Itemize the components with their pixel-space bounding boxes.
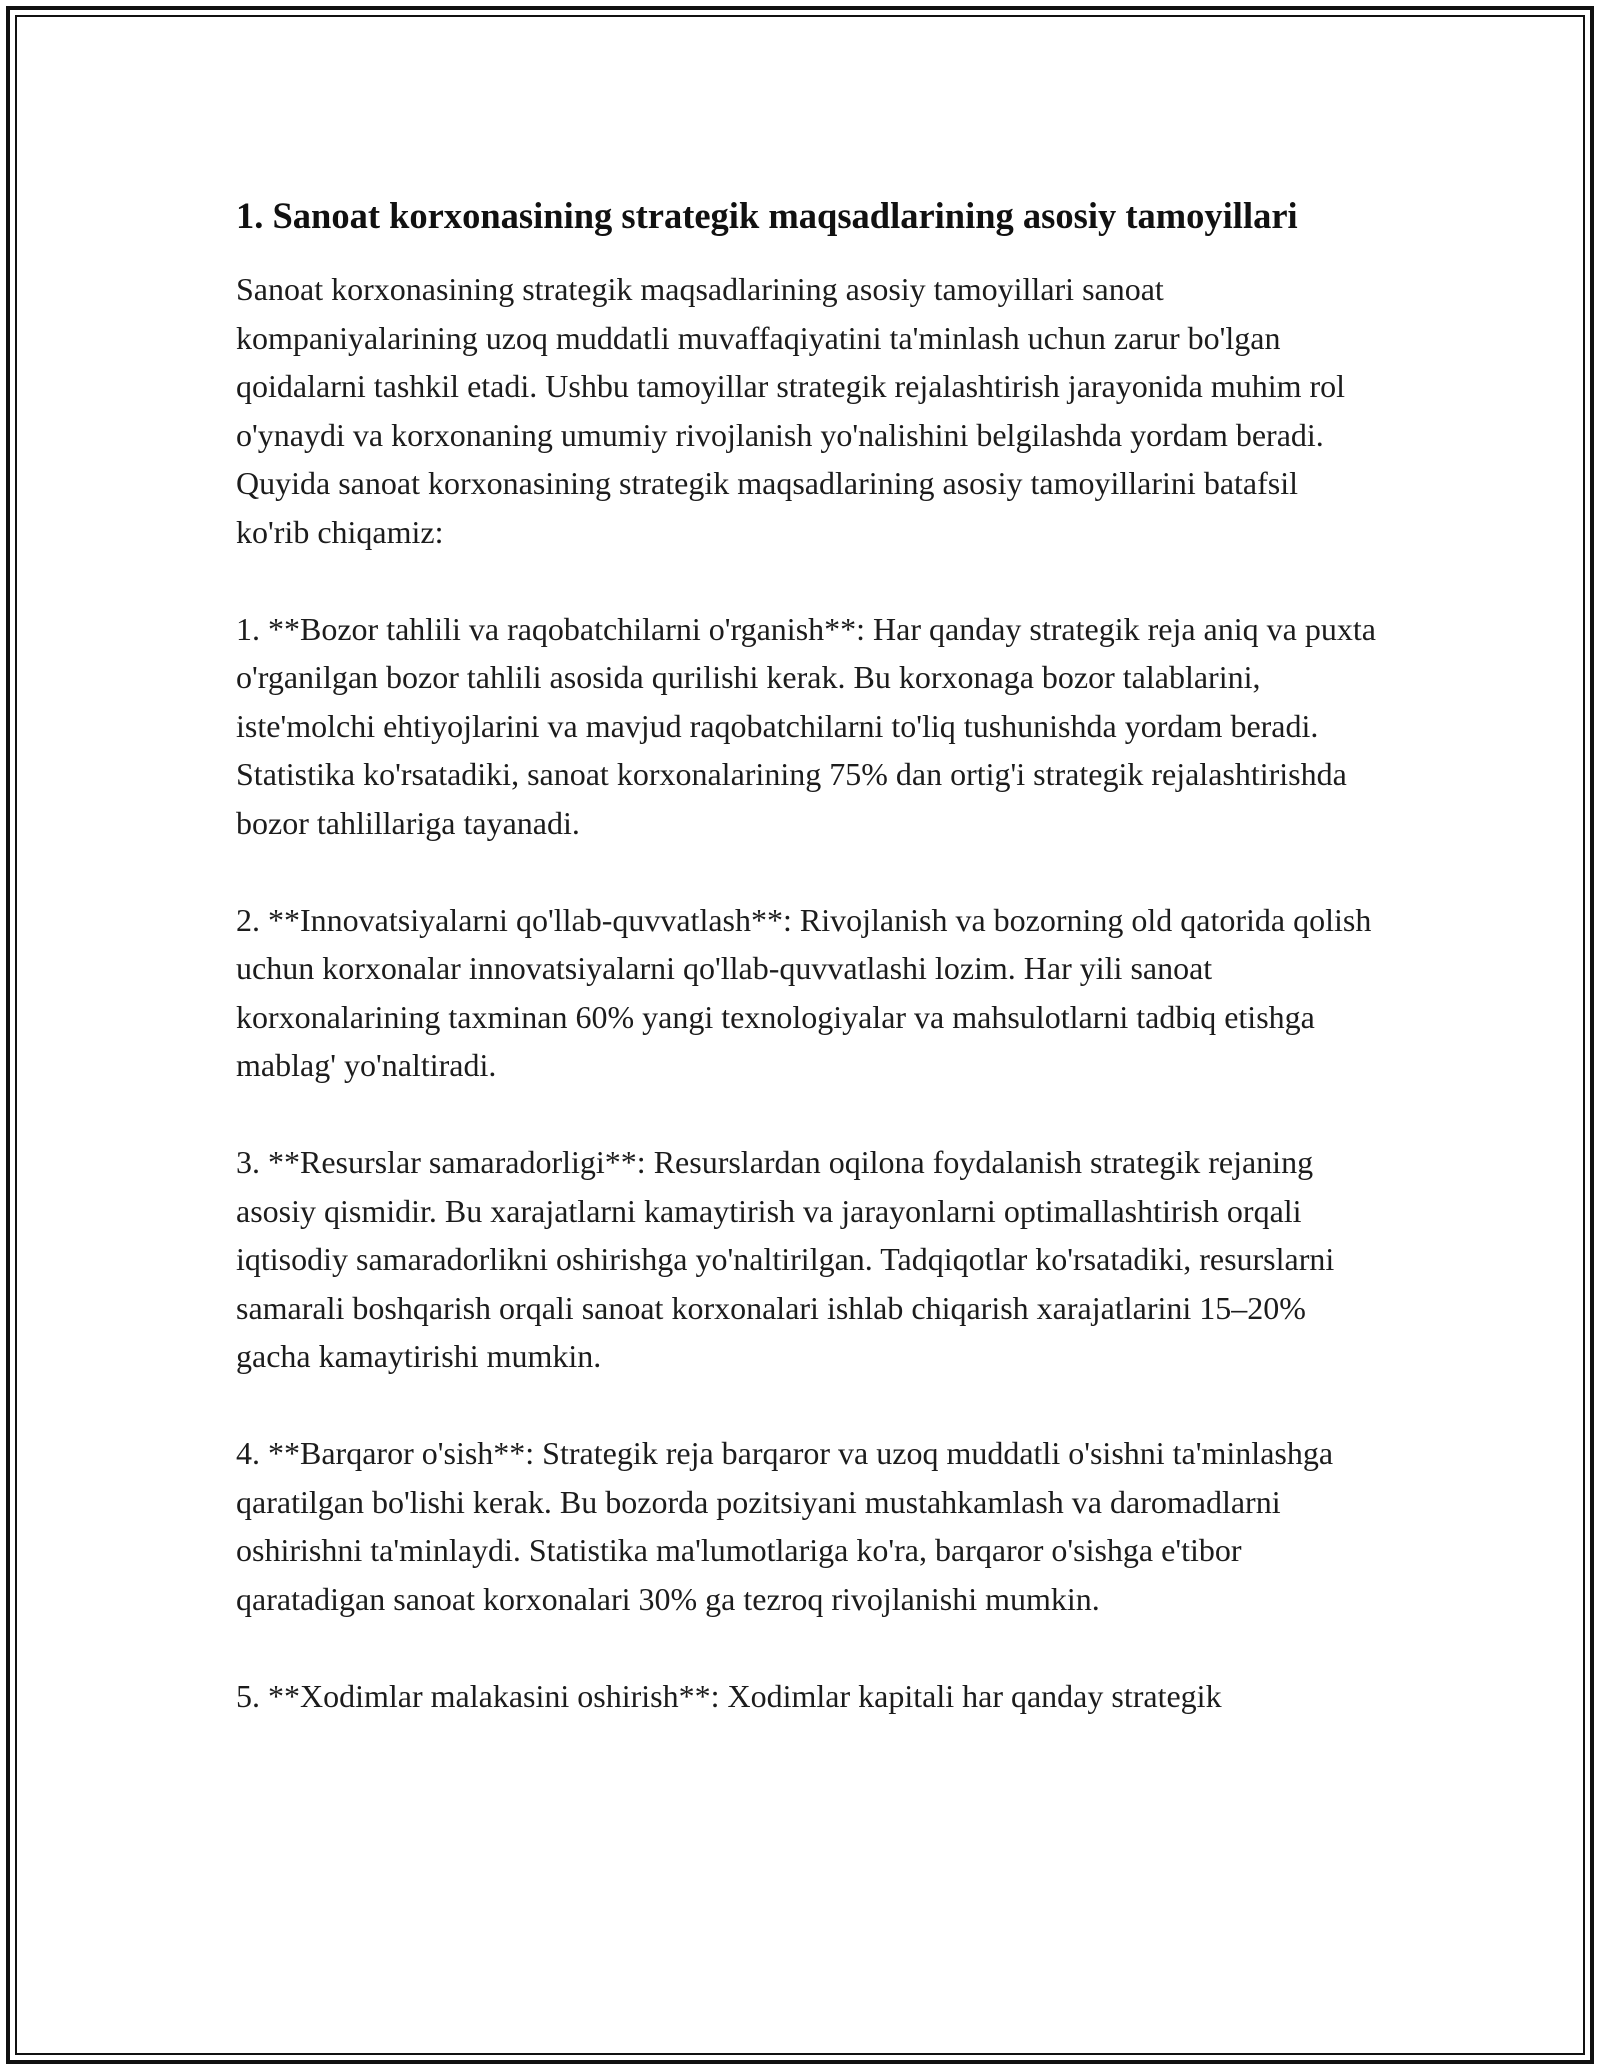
document-body xyxy=(236,188,1376,1769)
principle-item-4: 4. **Barqaror o'sish**: Strategik reja barqaror va uzoq muddatli o'sishni ta'minlashga qaratilgan bo'lishi kerak. Bu bozorda pozitsiyani mustahkamlash va daromadlarni oshirishni ta'minlaydi. Statistika ma'lumotlariga ko'ra, barqaror o'sishga e'tibor qaratadigan sanoat korxonalari 30% ga tezroq rivojlanishi mumkin. xyxy=(236,1435,1334,1617)
principle-item-1: 1. **Bozor tahlili va raqobatchilarni o'rganish**: Har qanday strategik reja aniq va puxta o'rganilgan bozor tahlili asosida qurilishi kerak. Bu korxonaga bozor talablarini, iste'molchi ehtiyojlarini va mavjud raqobatchilarni to'liq tushunishda yordam beradi. Statistika ko'rsatadiki, sanoat korxonalarining 75% dan ortig'i strategik rejalashtirishda bozor tahlillariga tayanadi. xyxy=(236,610,1376,841)
document-title: 1. Sanoat korxonasining strategik maqsadlarining asosiy tamoyillari xyxy=(236,195,1298,236)
principle-item-5: 5. **Xodimlar malakasini oshirish**: Xodimlar kapitali har qanday strategik xyxy=(236,1677,1222,1714)
principle-item-2: 2. **Innovatsiyalarni qo'llab-quvvatlash**: Rivojlanish va bozorning old qatorida qolish uchun korxonalar innovatsiyalarni qo'llab-quvvatlashi lozim. Har yili sanoat korxonalarining taxminan 60% yangi texnologiyalar va mahsulotlarni tadbiq etishga mablag' yo'naltiradi. xyxy=(236,901,1372,1083)
intro-paragraph: Sanoat korxonasining strategik maqsadlarining asosiy tamoyillari sanoat kompaniyalarining uzoq muddatli muvaffaqiyatini ta'minlash uchun zarur bo'lgan qoidalarni tashkil etadi. Ushbu tamoyillar strategik rejalashtirish jarayonida muhim rol o'ynaydi va korxonaning umumiy rivojlanish yo'nalishini belgilashda yordam beradi. Quyida sanoat korxonasining strategik maqsadlarining asosiy tamoyillarini batafsil ko'rib chiqamiz: xyxy=(236,271,1346,550)
principle-item-3: 3. **Resurslar samaradorligi**: Resurslardan oqilona foydalanish strategik rejaning asosiy qismidir. Bu xarajatlarni kamaytirish va jarayonlarni optimallashtirish orqali iqtisodiy samaradorlikni oshirishga yo'naltirilgan. Tadqiqotlar ko'rsatadiki, resurslarni samarali boshqarish orqali sanoat korxonalari ishlab chiqarish xarajatlarini 15–20% gacha kamaytirishi mumkin. xyxy=(236,1144,1335,1374)
